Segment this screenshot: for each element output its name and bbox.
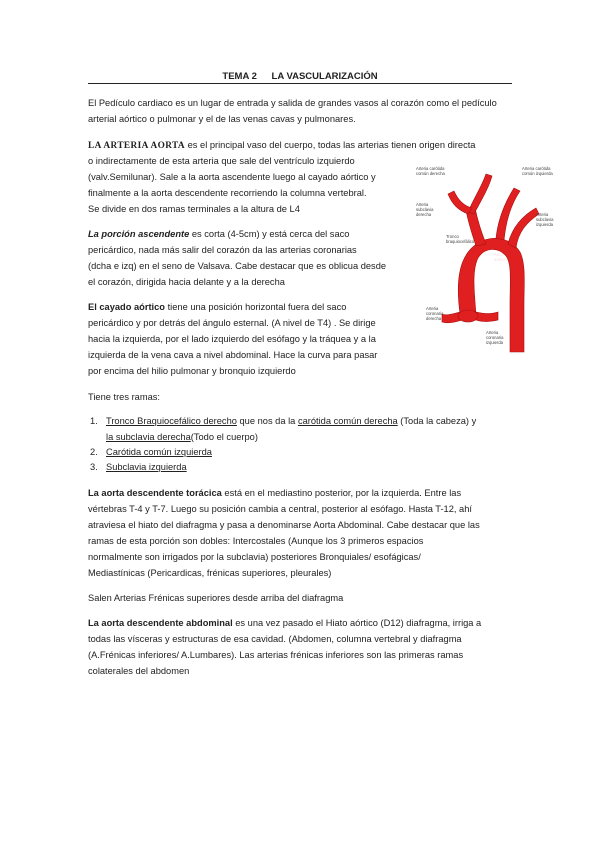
label-subclavia-derecha-3: derecha (416, 212, 432, 217)
cayado-text1: tiene una posición horizontal fuera del saco (167, 302, 347, 312)
list-number: 1. (90, 416, 98, 426)
label-coronaria-izquierda-3: izquierda (486, 340, 503, 345)
list-text (106, 414, 516, 445)
link-carotida-izquierda: Carótida común izquierda (106, 447, 212, 457)
label-tronco: Tronco (446, 234, 459, 239)
link-subclavia-derecha: la subclavia derecha (106, 431, 191, 442)
arteria-aorta-line1 (88, 138, 513, 155)
arteria-aorta-line5: Se divide en dos ramas terminales a la altura de L4 (88, 204, 300, 214)
label-subclavia-derecha: Arteria (416, 202, 429, 207)
toracica-line1 (88, 486, 461, 502)
label-subclavia-izquierda-2: subclavia (536, 217, 554, 222)
cayado-line2: pericárdico y por detrás del ángulo esternal. (A nivel de T4) . Se dirige (88, 318, 376, 328)
list-number: 2. (90, 447, 98, 457)
link-carotida-derecha: carótida común derecha (297, 416, 398, 426)
ascendente-line4: el corazón, dirigida hacia delante y a la derecha (88, 277, 285, 287)
toracica-line5: normalmente son irrigados por la subclavia) posteriores Bronquiales/ esofágicas/ (88, 552, 421, 562)
toracica-line2: vértebras T-4 y T-7. Luego su posición cambia a central, posterior al esófago. Hasta T-12, ahí (88, 504, 472, 514)
label-carotida-derecha-2: común derecha (416, 171, 445, 176)
aorta-illustration (412, 164, 562, 360)
label-coronaria-izquierda: Arteria (486, 330, 499, 335)
rama-text: (Toda la cabeza) y (400, 416, 477, 426)
label-carotida-izquierda: Arteria carótida (522, 166, 551, 171)
cayado-line4: izquierda de la vena cava a nivel abdominal. Hace la curva para pasar (88, 350, 378, 360)
label-subclavia-derecha-2: subclavia (416, 207, 434, 212)
arteria-aorta-text1: es el principal vaso del cuerpo, todas las arterias tienen origen directa (187, 140, 476, 150)
label-arco: Arco (494, 252, 503, 257)
cayado-line3: hacia la izquierda, por el lado izquierdo del esófago y la tráquea y a la (88, 334, 376, 344)
label-arco-2: aórtico (494, 257, 507, 262)
abdominal-text1: es una vez pasado el Hiato aórtico (D12) diafragma, irriga a (235, 618, 482, 628)
label-coronaria-derecha-2: coronaria (426, 311, 444, 316)
label-coronaria-derecha-3: derecha (426, 316, 442, 321)
abdominal-line4: colaterales del abdomen (88, 666, 190, 676)
label-coronaria-derecha: Arteria (426, 306, 439, 311)
label-carotida-derecha: Arteria carótida (416, 166, 445, 171)
toracica-heading: La aorta descendente torácica (88, 488, 222, 498)
ascendente-line3: (dcha e izq) en el seno de Valsava. Cabe destacar que es oblicua desde (88, 261, 387, 271)
ascendente-line1 (88, 227, 349, 243)
abdominal-heading: La aorta descendente abdominal (88, 618, 233, 628)
aorta-vessels (442, 174, 539, 352)
left-subclavian-shape (508, 208, 539, 248)
label-subclavia-izquierda-3: izquierda (536, 222, 553, 227)
left-coronary-shape (476, 312, 498, 322)
label-carotida-izquierda-2: común izquierda (522, 171, 553, 176)
cayado-heading: El cayado aórtico (88, 302, 165, 312)
toracica-line6: Mediastínicas (Pericardicas, frénicas superiores, pleurales) (88, 568, 332, 578)
toracica-line4: ramas de esta porción son dobles: Intercostales (Aunque los 3 primeros espacios (88, 536, 424, 546)
list-number: 3. (90, 462, 98, 472)
abdominal-line1 (88, 616, 481, 632)
abdominal-line3: (A.Frénicas inferiores/ A.Lumbares). Las arterias frénicas inferiores son las primeras ramas (88, 650, 464, 660)
toracica-line3: atraviesa el hiato del diafragma y pasa a denominarse Aorta Abdominal. Cabe destacar que las (88, 520, 480, 530)
frenicas-paragraph: Salen Arterias Frénicas superiores desde arriba del diafragma (88, 593, 344, 603)
label-tronco-2: braquiocefálico (446, 239, 475, 244)
arteria-aorta-line4: finalmente a la aorta descendente recorriendo la columna vertebral. (88, 188, 367, 198)
title-subject: LA VASCULARIZACIÓN (271, 71, 378, 82)
toracica-text1: está en el mediastino posterior, por la izquierda. Entre las (224, 488, 462, 498)
ascendente-line2: pericárdico, nada más salir del corazón da las arterias coronarias (88, 245, 357, 255)
aortic-root-shape (458, 310, 478, 322)
right-subclavian-shape (448, 191, 472, 214)
arteria-aorta-heading: LA ARTERIA AORTA (88, 141, 186, 151)
ascendente-heading: La porción ascendente (88, 229, 190, 239)
label-coronaria-izquierda-2: coronaria (486, 335, 504, 340)
cayado-line1 (88, 300, 346, 316)
arteria-aorta-line2: o indirectamente de esta arteria que sale del ventrículo izquierdo (88, 156, 355, 166)
ramas-intro: Tiene tres ramas: (88, 392, 160, 402)
title-tema: TEMA 2 (222, 71, 257, 82)
label-subclavia-izquierda: Arteria (536, 212, 549, 217)
link-subclavia-izquierda: Subclavia izquierda (106, 462, 187, 472)
rama-text: (Todo el cuerpo) (190, 431, 258, 442)
ramas-list (90, 414, 520, 474)
link-tronco: Tronco Braquiocefálico derecho (106, 416, 237, 426)
intro-paragraph: El Pedículo cardiaco es un lugar de entrada y salida de grandes vasos al corazón como el pedículo arterial aórtico o pulmonar y el de las venas cavas y pulmonares. (88, 98, 497, 124)
list-item (90, 414, 520, 446)
arteria-aorta-line3: (valv.Semilunar). Sale a la aorta ascendente luego al cayado aórtico y (88, 172, 376, 182)
rama-text: que nos da la (239, 416, 296, 426)
cayado-line5: por encima del hilio pulmonar y bronquio izquierdo (88, 366, 296, 376)
ascendente-text1: es corta (4-5cm) y está cerca del saco (191, 229, 350, 239)
page-title (88, 71, 512, 84)
abdominal-line2: todas las vísceras y estructuras de esa cavidad. (Abdomen, columna vertebral y diafragma (88, 634, 462, 644)
